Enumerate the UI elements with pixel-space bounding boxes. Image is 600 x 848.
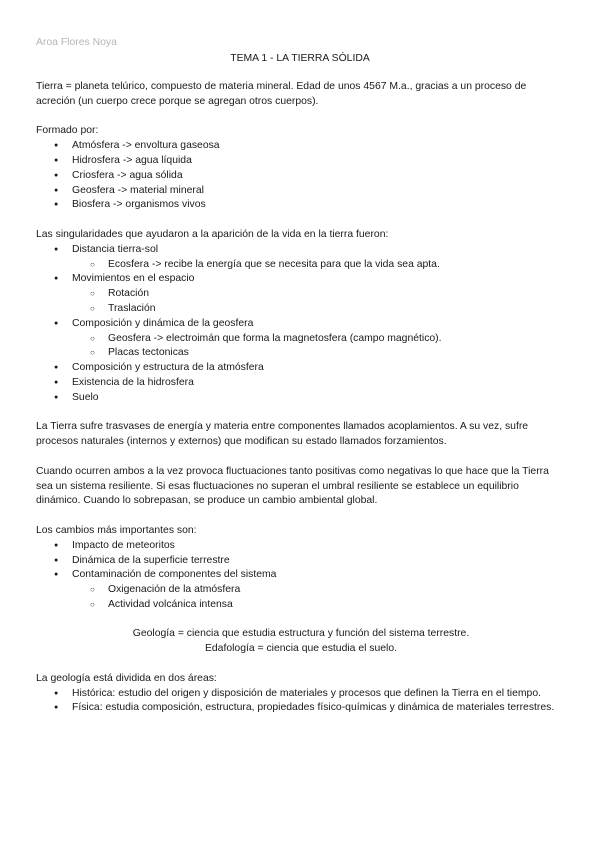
intro-paragraph: Tierra = planeta telúrico, compuesto de materia mineral. Edad de unos 4567 M.a., gracias a un proceso de acreción (un cuerpo crece porque se agregan otros cuerpos). [36, 81, 527, 107]
list-item [36, 554, 566, 569]
list-item [36, 361, 566, 376]
list-item-label: Dinámica de la superficie terrestre [72, 554, 230, 566]
singularidades-heading: Las singularidades que ayudaron a la aparición de la vida en la tierra fueron: [36, 228, 389, 240]
spacer [36, 213, 566, 228]
cambios-list [36, 539, 566, 613]
list-item-label: Impacto de meteoritos [72, 539, 175, 551]
author-header: Aroa Flores Noya [36, 37, 117, 48]
sub-list-item: ○ Traslación [72, 302, 566, 317]
spacer [36, 110, 566, 125]
list-item: ● Atmósfera -> envoltura gaseosa [36, 139, 566, 154]
list-item: ● Histórica: estudio del origen y disposición de materiales y procesos que definen la Tierra en el tiempo. [36, 687, 566, 702]
list-item-label: Movimientos en el espacio [72, 273, 195, 285]
list-item: ● Geosfera -> material mineral [36, 184, 566, 199]
document-body [36, 80, 566, 716]
sub-list-item: ○ Oxigenación de la atmósfera [72, 583, 566, 598]
spacer [36, 406, 566, 421]
edafologia-definition: Edafología = ciencia que estudia el suelo. [204, 643, 398, 655]
list-item-label: Suelo [72, 391, 99, 403]
list-item: ● Hidrosfera -> agua líquida [36, 154, 566, 169]
cambios-heading: Los cambios más importantes son: [36, 524, 197, 536]
fluctuaciones-paragraph: Cuando ocurren ambos a la vez provoca fluctuaciones tanto positivas como negativas lo que hace que la Tierra sea un sistema resiliente. Si esas fluctuaciones no superan el umbral resiliente se establece un equilibrio dinámico. Cuando lo sobrepasan, se produce un cambio ambiental global. [36, 465, 549, 507]
list-item [36, 568, 566, 612]
singularidades-list [36, 243, 566, 406]
geologia-definition: Geología = ciencia que estudia estructura y función del sistema terrestre. [132, 628, 470, 640]
geologia-areas-heading: La geología está dividida en dos áreas: [36, 672, 217, 684]
sub-list-item: ○ Placas tectonicas [72, 346, 566, 361]
list-item [36, 391, 566, 406]
sub-list [72, 332, 566, 362]
list-item-label: Distancia tierra-sol [72, 243, 159, 255]
sub-list-item: ○ Ecosfera -> recibe la energía que se necesita para que la vida sea apta. [72, 258, 566, 273]
sub-list [72, 258, 566, 273]
list-item-label: Composición y estructura de la atmósfera [72, 362, 264, 374]
sub-list-item: ○ Actividad volcánica intensa [72, 598, 566, 613]
sub-list-item: ○ Geosfera -> electroimán que forma la magnetosfera (campo magnético). [72, 332, 566, 347]
spacer [36, 657, 566, 672]
list-item [36, 539, 566, 554]
sub-list [72, 583, 566, 613]
list-item [36, 376, 566, 391]
list-item: ● Criosfera -> agua sólida [36, 169, 566, 184]
list-item-label: Contaminación de componentes del sistema [72, 569, 277, 581]
sub-list [72, 287, 566, 317]
spacer [36, 509, 566, 524]
geologia-areas-list [36, 687, 566, 717]
formado-list [36, 139, 566, 213]
formado-heading: Formado por: [36, 125, 99, 137]
list-item [36, 243, 566, 273]
list-item: ● Física: estudia composición, estructura, propiedades físico-químicas y dinámica de materiales terrestres. [36, 701, 566, 716]
list-item [36, 272, 566, 316]
spacer [36, 450, 566, 465]
sub-list-item: ○ Rotación [72, 287, 566, 302]
trasvases-paragraph: La Tierra sufre trasvases de energía y materia entre componentes llamados acoplamientos. A su vez, sufre procesos naturales (internos y externos) que modifican su estado llamados forzamientos. [36, 421, 529, 448]
document-title: TEMA 1 - LA TIERRA SÓLIDA [230, 53, 370, 64]
list-item-label: Composición y dinámica de la geosfera [72, 317, 254, 329]
list-item-label: Existencia de la hidrosfera [72, 376, 194, 388]
spacer [36, 613, 566, 628]
list-item: ● Biosfera -> organismos vivos [36, 198, 566, 213]
list-item [36, 317, 566, 361]
